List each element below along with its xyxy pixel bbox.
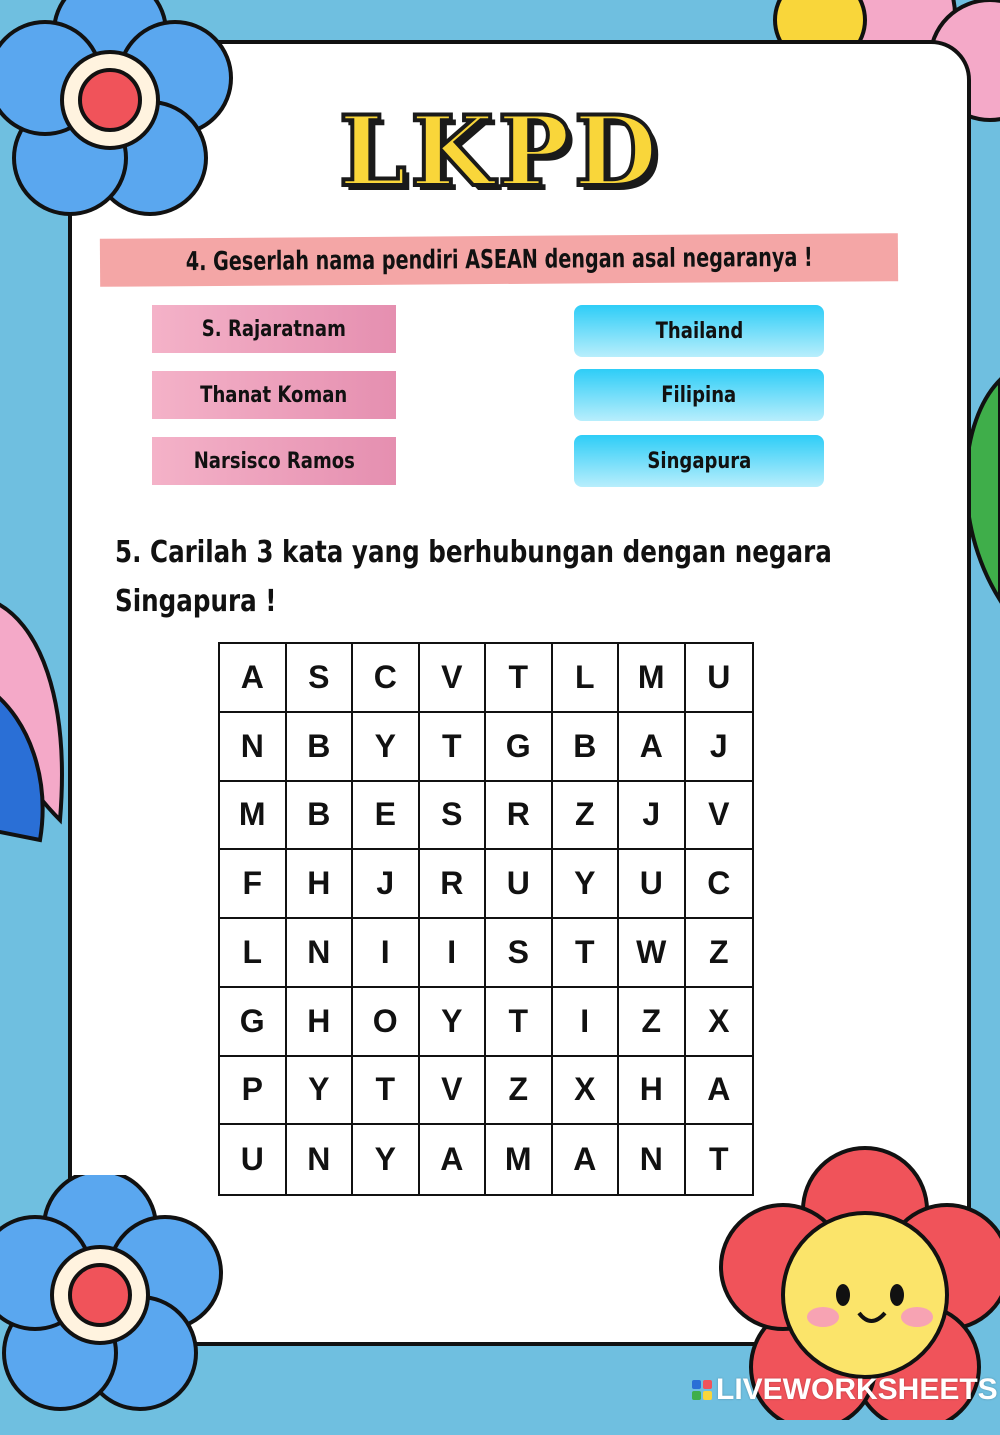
letter-cell[interactable]: S (420, 782, 487, 851)
liveworksheets-brand (692, 1373, 998, 1407)
letter-cell[interactable]: Y (420, 988, 487, 1057)
letter-cell[interactable]: A (619, 713, 686, 782)
letter-cell[interactable]: H (287, 988, 354, 1057)
founder-card-narsisco-ramos[interactable] (152, 437, 396, 485)
founder-label: Narsisco Ramos (193, 448, 355, 474)
letter-cell[interactable]: V (686, 782, 753, 851)
brand-text: LIVEWORKSHEETS (716, 1373, 998, 1406)
letter-cell[interactable]: Y (287, 1057, 354, 1126)
left-petal-icon (0, 600, 62, 840)
letter-cell[interactable]: S (486, 919, 553, 988)
letter-cell[interactable]: T (353, 1057, 420, 1126)
letter-cell[interactable]: J (619, 782, 686, 851)
page-title: LKPD (338, 95, 662, 208)
letter-cell[interactable]: M (619, 644, 686, 713)
letter-cell[interactable]: M (220, 782, 287, 851)
letter-cell[interactable]: Z (486, 1057, 553, 1126)
letter-cell[interactable]: I (553, 988, 620, 1057)
country-label: Singapura (647, 448, 751, 474)
word-search-grid[interactable] (218, 642, 754, 1196)
letter-cell[interactable]: T (420, 713, 487, 782)
letter-cell[interactable]: L (553, 644, 620, 713)
letter-cell[interactable]: C (353, 644, 420, 713)
green-leaf-icon (966, 380, 1000, 600)
letter-cell[interactable]: O (353, 988, 420, 1057)
country-label: Thailand (655, 318, 743, 344)
liveworksheets-logo-icon (692, 1380, 712, 1400)
country-slot-filipina[interactable] (574, 369, 824, 421)
letter-cell[interactable]: Y (353, 1125, 420, 1194)
founder-label: S. Rajaratnam (201, 316, 347, 342)
letter-cell[interactable]: R (420, 850, 487, 919)
letter-cell[interactable]: N (287, 919, 354, 988)
letter-cell[interactable]: Z (686, 919, 753, 988)
flower-bottom-left-icon (0, 1175, 240, 1435)
letter-cell[interactable]: X (686, 988, 753, 1057)
letter-cell[interactable]: T (486, 988, 553, 1057)
letter-cell[interactable]: Y (553, 850, 620, 919)
letter-cell[interactable]: V (420, 1057, 487, 1126)
letter-cell[interactable]: H (287, 850, 354, 919)
letter-cell[interactable]: A (686, 1057, 753, 1126)
letter-cell[interactable]: Y (353, 713, 420, 782)
letter-cell[interactable]: I (420, 919, 487, 988)
letter-cell[interactable]: C (686, 850, 753, 919)
country-slot-thailand[interactable] (574, 305, 824, 357)
letter-cell[interactable]: R (486, 782, 553, 851)
letter-cell[interactable]: J (686, 713, 753, 782)
letter-cell[interactable]: S (287, 644, 354, 713)
letter-cell[interactable]: N (287, 1125, 354, 1194)
question-5-line-2: Singapura ! (115, 584, 277, 619)
founder-card-rajaratnam[interactable] (152, 305, 396, 353)
letter-cell[interactable]: M (486, 1125, 553, 1194)
letter-cell[interactable]: Z (619, 988, 686, 1057)
letter-cell[interactable]: G (486, 713, 553, 782)
country-slot-singapura[interactable] (574, 435, 824, 487)
letter-cell[interactable]: T (553, 919, 620, 988)
letter-cell[interactable]: X (553, 1057, 620, 1126)
letter-cell[interactable]: U (619, 850, 686, 919)
letter-cell[interactable]: E (353, 782, 420, 851)
country-label: Filipina (661, 382, 737, 408)
letter-cell[interactable]: U (220, 1125, 287, 1194)
question-4-text: 4. Geserlah nama pendiri ASEAN dengan asal negaranya ! (185, 242, 813, 278)
letter-cell[interactable]: B (553, 713, 620, 782)
question-5-line-1: 5. Carilah 3 kata yang berhubungan dengan negara (115, 535, 832, 570)
letter-cell[interactable]: B (287, 713, 354, 782)
letter-cell[interactable]: V (420, 644, 487, 713)
letter-cell[interactable]: G (220, 988, 287, 1057)
founder-label: Thanat Koman (200, 382, 348, 408)
letter-cell[interactable]: N (220, 713, 287, 782)
letter-cell[interactable]: L (220, 919, 287, 988)
letter-cell[interactable]: A (220, 644, 287, 713)
founder-card-thanat-koman[interactable] (152, 371, 396, 419)
letter-cell[interactable]: J (353, 850, 420, 919)
letter-cell[interactable]: T (486, 644, 553, 713)
letter-cell[interactable]: B (287, 782, 354, 851)
letter-cell[interactable]: N (619, 1125, 686, 1194)
letter-cell[interactable]: H (619, 1057, 686, 1126)
letter-cell[interactable]: I (353, 919, 420, 988)
question-4-banner (100, 233, 898, 287)
question-5-text (115, 528, 875, 626)
letter-cell[interactable]: A (553, 1125, 620, 1194)
letter-cell[interactable]: U (686, 644, 753, 713)
letter-cell[interactable]: U (486, 850, 553, 919)
letter-cell[interactable]: Z (553, 782, 620, 851)
letter-cell[interactable]: P (220, 1057, 287, 1126)
letter-cell[interactable]: T (708, 1141, 729, 1178)
letter-cell[interactable]: F (220, 850, 287, 919)
letter-cell[interactable]: A (420, 1125, 487, 1194)
letter-cell[interactable]: W (619, 919, 686, 988)
